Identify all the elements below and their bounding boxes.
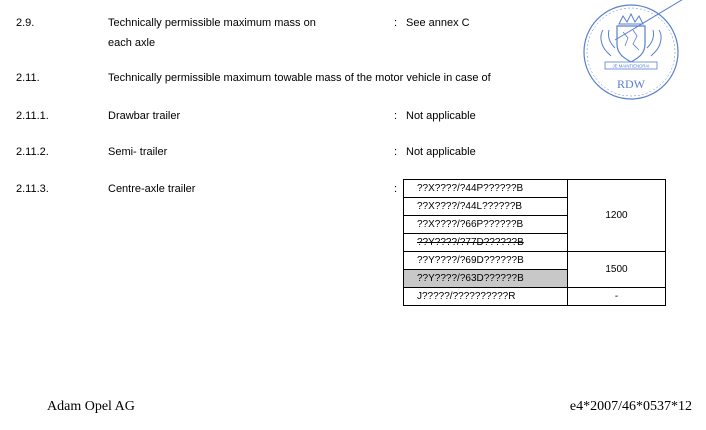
section-label: Drawbar trailer	[108, 110, 181, 122]
colon: :	[394, 110, 398, 122]
variant-code-cell-highlighted: ??Y????/?63D??????B	[404, 270, 568, 288]
section-label-continued: each axle	[108, 37, 156, 49]
stamp-ribbon-text: JE MAINTIENDRAI	[612, 63, 650, 69]
rdw-seal-icon	[575, 0, 687, 112]
section-number: 2.9.	[16, 17, 35, 29]
footer-manufacturer: Adam Opel AG	[47, 399, 135, 414]
section-number: 2.11.2.	[16, 146, 49, 158]
table-row	[404, 180, 666, 198]
footer-approval-number: e4*2007/46*0537*12	[569, 399, 692, 414]
section-value: See annex C	[406, 17, 470, 29]
section-label: Semi- trailer	[108, 146, 168, 158]
colon: :	[394, 183, 398, 195]
section-value: Not applicable	[406, 146, 476, 158]
stamp-text: RDW	[617, 77, 645, 91]
section-number: 2.11.	[16, 72, 40, 84]
variant-code-cell-struck: ??Y????/?77D??????B	[404, 234, 568, 252]
colon: :	[394, 146, 398, 158]
colon: :	[394, 17, 398, 29]
mass-cell: 1500	[568, 252, 666, 288]
section-value: Not applicable	[406, 110, 476, 122]
table-row	[404, 288, 666, 306]
mass-cell: 1200	[568, 180, 666, 252]
variant-code-cell: ??X????/?44P??????B	[404, 180, 568, 198]
section-number: 2.11.3.	[16, 183, 49, 195]
centre-axle-trailer-table	[403, 179, 666, 306]
rdw-stamp	[575, 0, 687, 112]
table-row	[404, 252, 666, 270]
mass-cell: -	[568, 288, 666, 306]
section-label: Technically permissible maximum towable mass of the motor vehicle in case of	[108, 72, 491, 84]
variant-code-cell: ??X????/?66P??????B	[404, 216, 568, 234]
variant-code-cell: J?????/??????????R	[404, 288, 568, 306]
section-number: 2.11.1.	[16, 110, 49, 122]
variant-code-cell: ??Y????/?69D??????B	[404, 252, 568, 270]
variant-code-cell: ??X????/?44L??????B	[404, 198, 568, 216]
section-label: Technically permissible maximum mass on	[108, 17, 316, 29]
section-label: Centre-axle trailer	[108, 183, 196, 195]
